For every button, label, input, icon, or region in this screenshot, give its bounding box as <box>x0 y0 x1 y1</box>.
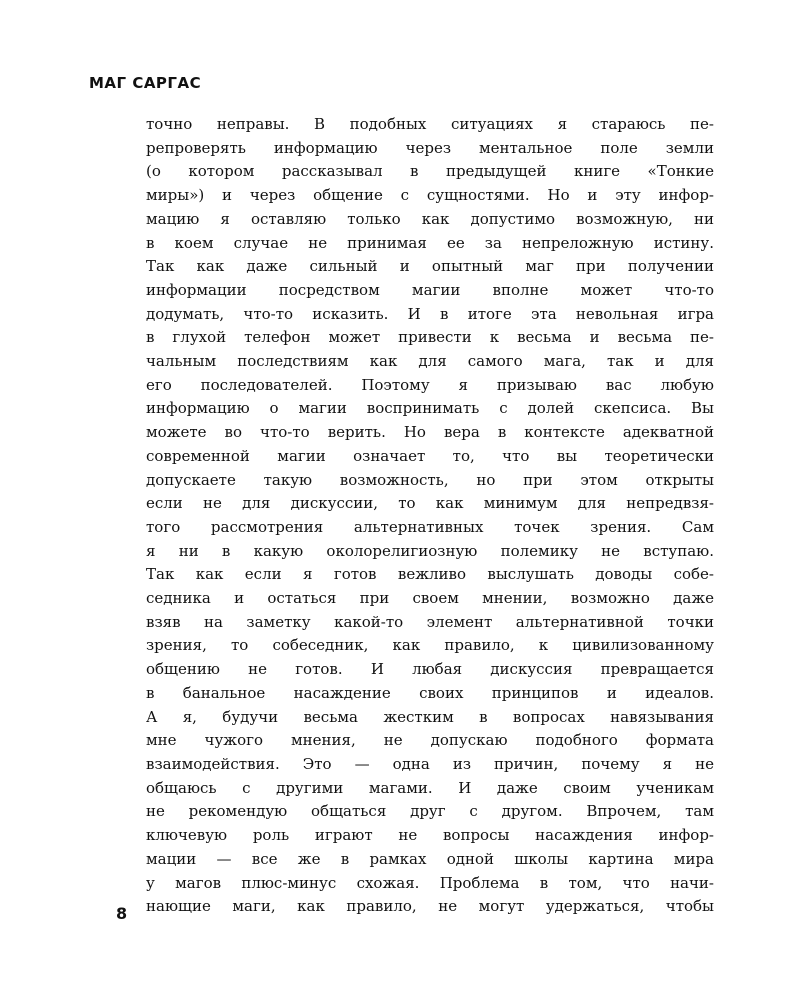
text-line: того рассмотрения альтернативных точек зрения. Сам <box>146 517 714 536</box>
text-line: не рекомендую общаться друг с другом. Впрочем, там <box>146 802 714 821</box>
text-line: общаюсь с другими магами. И даже своим ученикам <box>146 778 714 797</box>
text-line: Так как даже сильный и опытный маг при получении <box>146 257 714 276</box>
text-line: мне чужого мнения, не допускаю подобного формата <box>146 731 714 750</box>
text-line: информацию о магии воспринимать с долей скепсиса. Вы <box>146 399 714 418</box>
text-line: А я, будучи весьма жестким в вопросах навязывания <box>146 707 714 726</box>
text-line: в банальное насаждение своих принципов и идеалов. <box>146 683 714 702</box>
text-line: взаимодействия. Это — одна из причин, почему я не <box>146 754 714 773</box>
text-line: общению не готов. И любая дискуссия превращается <box>146 660 714 679</box>
running-head: МАГ САРГАС <box>89 74 202 92</box>
text-line: если не для дискуссии, то как минимум для непредвзя- <box>146 494 714 513</box>
text-line: современной магии означает то, что вы теоретически <box>146 446 714 465</box>
text-line: репроверять информацию через ментальное поле земли <box>146 138 714 157</box>
text-line: в коем случае не принимая ее за непреложную истину. <box>146 233 714 252</box>
text-line: додумать, что-то исказить. И в итоге эта невольная игра <box>146 304 714 323</box>
text-line: взяв на заметку какой-то элемент альтернативной точки <box>146 612 714 631</box>
text-line: я ни в какую околорелигиозную полемику не вступаю. <box>146 541 714 560</box>
text-line: седника и остаться при своем мнении, возможно даже <box>146 589 714 608</box>
text-line: зрения, то собеседник, как правило, к цивилизованному <box>146 636 714 655</box>
text-line: чальным последствиям как для самого мага, так и для <box>146 352 714 371</box>
text-line: ключевую роль играют не вопросы насаждения инфор- <box>146 826 714 845</box>
text-line: в глухой телефон может привести к весьма и весьма пе- <box>146 328 714 347</box>
text-line: нающие маги, как правило, не могут удержаться, чтобы <box>146 897 714 916</box>
text-line: мацию я оставляю только как допустимо возможную, ни <box>146 209 714 228</box>
text-line: можете во что-то верить. Но вера в контексте адекватной <box>146 423 714 442</box>
body-text <box>146 113 714 919</box>
text-line: мации — все же в рамках одной школы картина мира <box>146 849 714 868</box>
text-line: Так как если я готов вежливо выслушать доводы собе- <box>146 565 714 584</box>
page-number: 8 <box>116 904 128 923</box>
text-line: (о котором рассказывал в предыдущей книге «Тонкие <box>146 162 714 181</box>
text-line: его последователей. Поэтому я призываю вас любую <box>146 375 714 394</box>
text-line: у магов плюс-минус схожая. Проблема в том, что начи- <box>146 873 714 892</box>
text-line: точно неправы. В подобных ситуациях я стараюсь пе- <box>146 115 714 133</box>
text-line: информации посредством магии вполне может что-то <box>146 280 714 299</box>
text-line: миры») и через общение с сущностями. Но и эту инфор- <box>146 186 714 205</box>
text-line: допускаете такую возможность, но при этом открыты <box>146 470 714 489</box>
